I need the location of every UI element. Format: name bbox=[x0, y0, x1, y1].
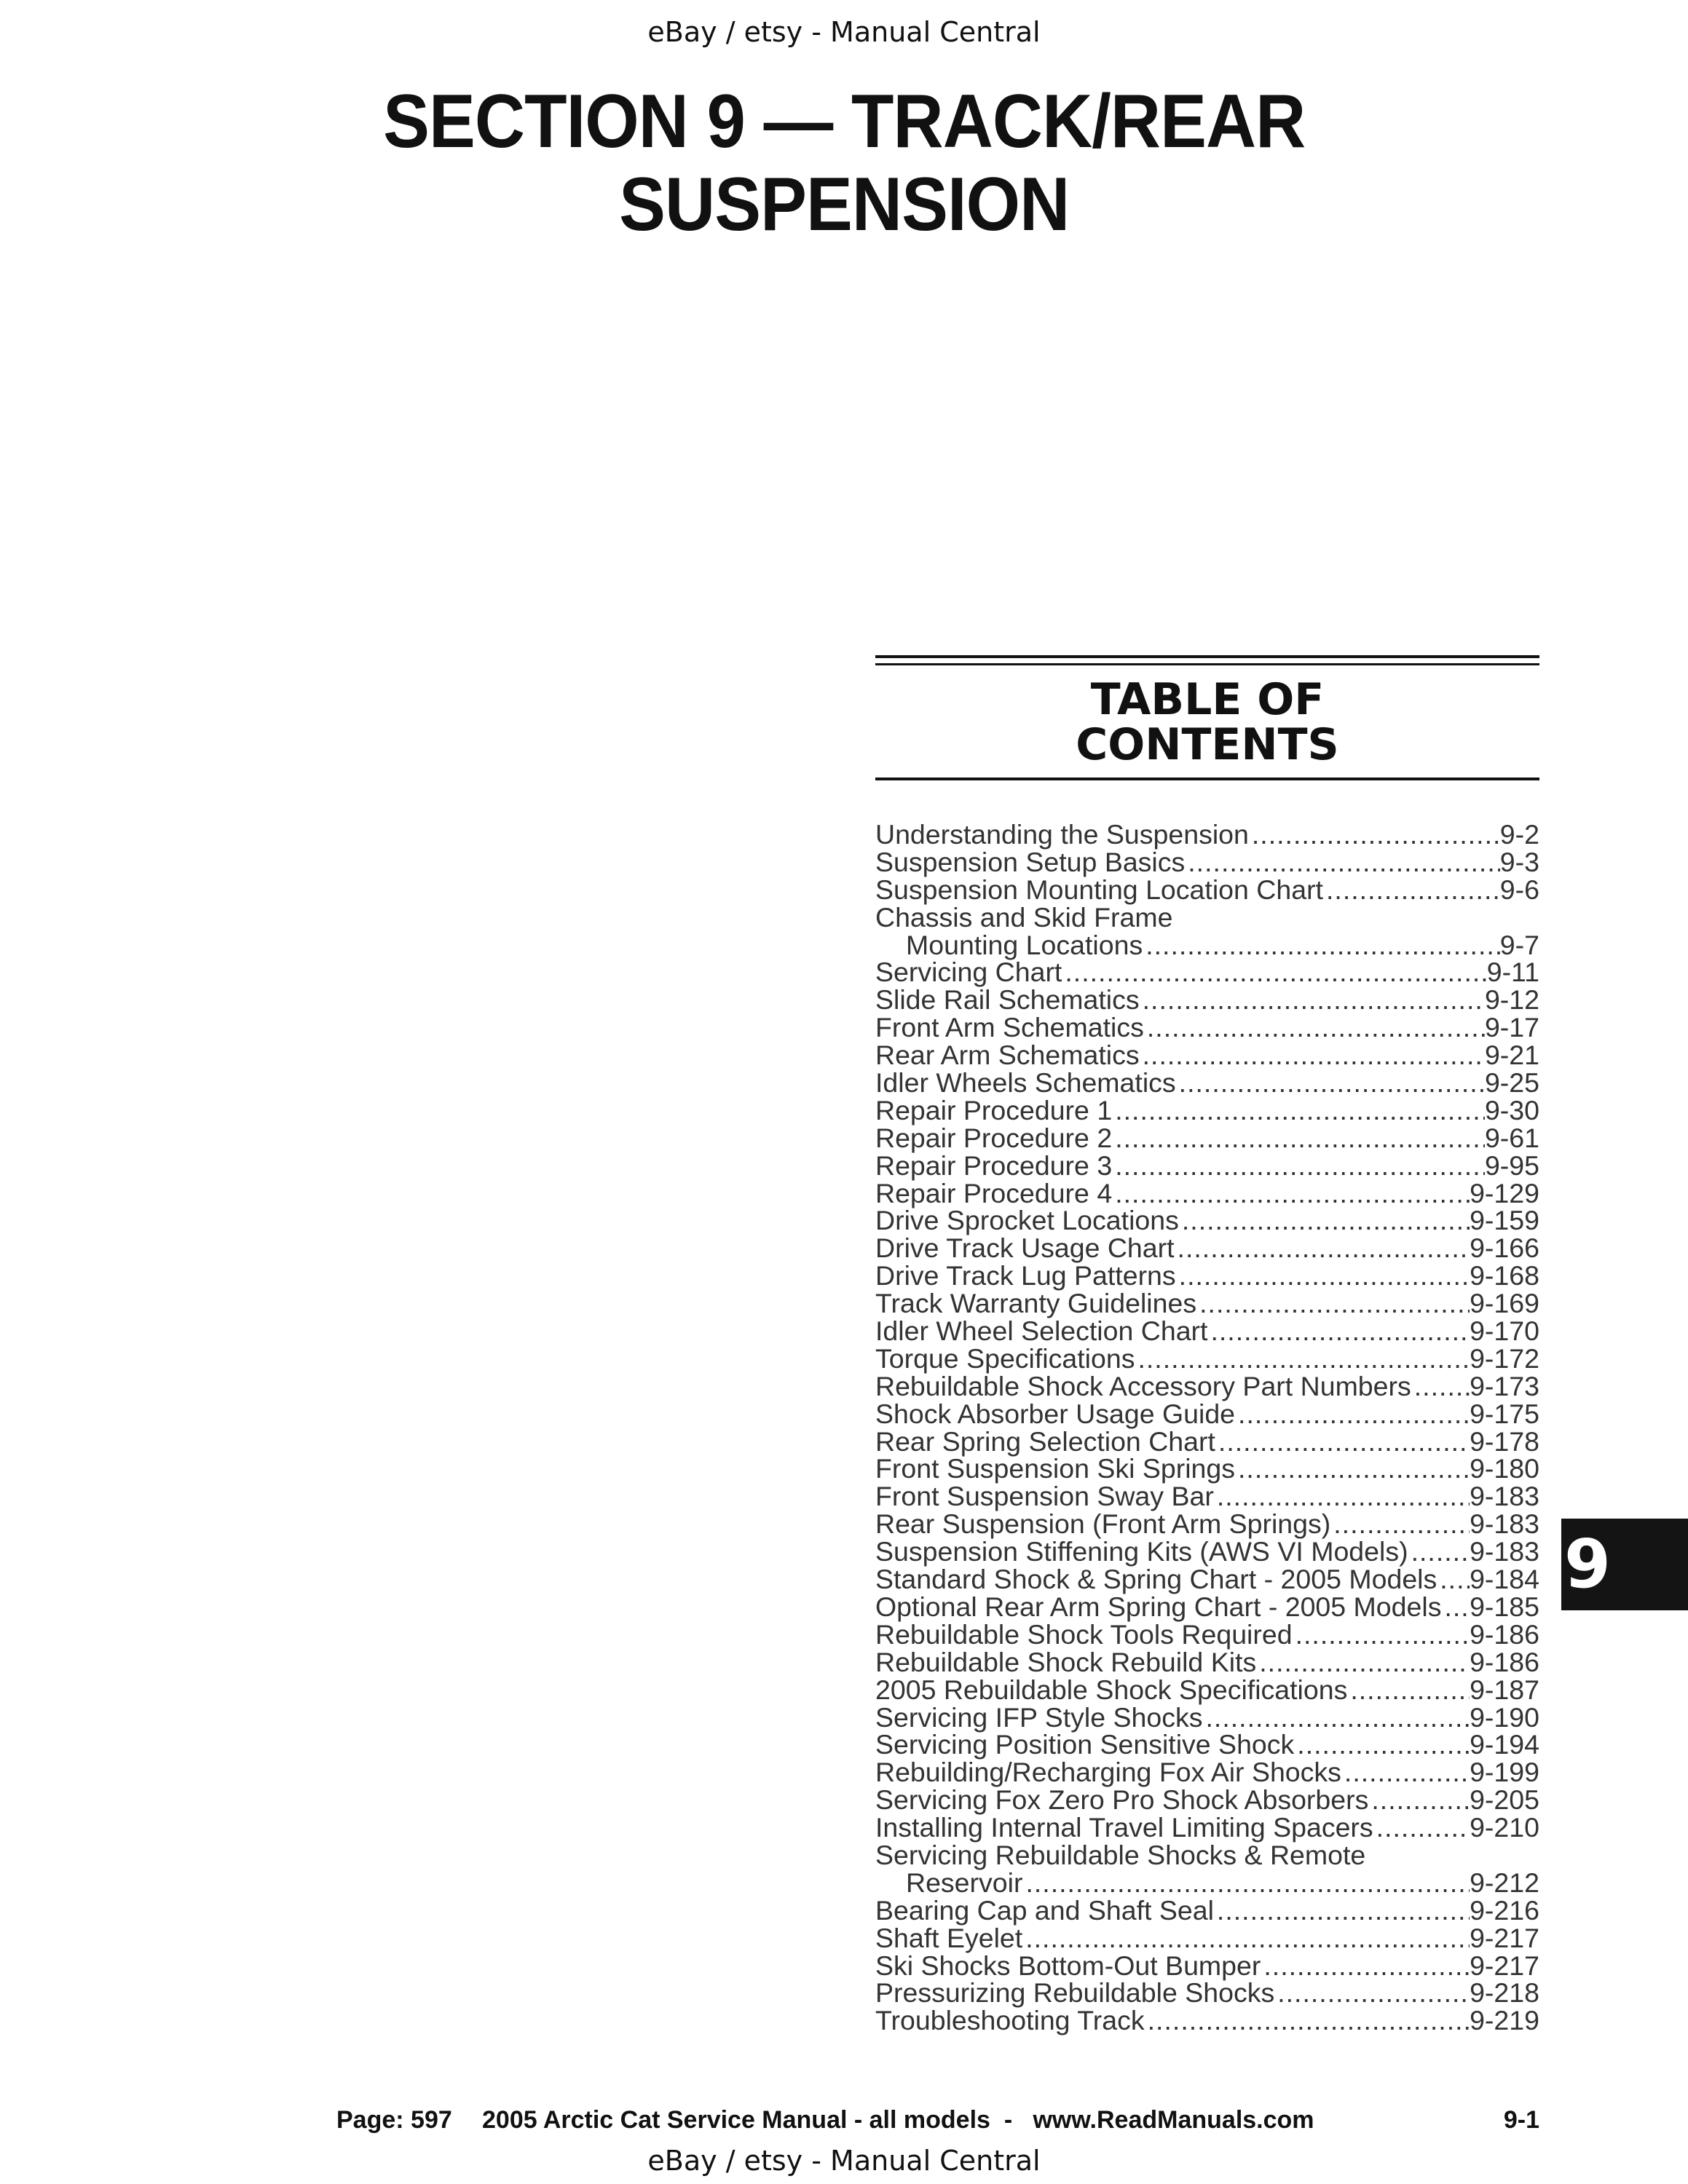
toc-heading-line-2: CONTENTS bbox=[1076, 719, 1339, 770]
toc-entry[interactable] bbox=[875, 1455, 1539, 1483]
toc-entry-page: 9-183 bbox=[1470, 1536, 1539, 1567]
toc-entry-page: 9-7 bbox=[1499, 929, 1539, 960]
toc-entry[interactable] bbox=[875, 1398, 1539, 1429]
toc-entry-title: Front Suspension Sway Bar bbox=[875, 1481, 1214, 1512]
toc-entry-title: Idler Wheel Selection Chart bbox=[875, 1315, 1208, 1347]
toc-entry-page: 9-210 bbox=[1470, 1812, 1539, 1843]
toc-entry[interactable] bbox=[875, 929, 1539, 960]
toc-entry-title: Suspension Stiffening Kits (AWS VI Models) bbox=[875, 1536, 1408, 1567]
toc-entry-title: 2005 Rebuildable Shock Specifications bbox=[875, 1674, 1348, 1705]
toc-dot-leader bbox=[1214, 1897, 1470, 1925]
toc-dot-leader bbox=[1185, 849, 1500, 877]
toc-entry-title: Mounting Locations bbox=[906, 929, 1143, 960]
toc-entry[interactable] bbox=[875, 1069, 1539, 1097]
toc-entry[interactable] bbox=[875, 1922, 1539, 1953]
toc-entry-page: 9-217 bbox=[1470, 1950, 1539, 1981]
toc-entry-page: 9-6 bbox=[1499, 874, 1539, 905]
toc-entry-title: Chassis and Skid Frame bbox=[875, 901, 1173, 933]
toc-entry-page: 9-194 bbox=[1470, 1729, 1539, 1760]
toc-dot-leader bbox=[1235, 1401, 1470, 1428]
toc-entry-page: 9-199 bbox=[1470, 1757, 1539, 1788]
toc-dot-leader bbox=[1140, 986, 1485, 1014]
toc-entry-page: 9-183 bbox=[1470, 1481, 1539, 1512]
toc-entry[interactable] bbox=[875, 1094, 1539, 1125]
toc-dot-leader bbox=[1347, 1677, 1470, 1704]
toc-entry-page: 9-218 bbox=[1470, 1977, 1539, 2009]
toc-entry-title: Suspension Mounting Location Chart bbox=[875, 874, 1323, 905]
toc-entry-page: 9-30 bbox=[1484, 1094, 1539, 1125]
toc-dot-leader bbox=[1179, 1207, 1470, 1235]
toc-entry-page: 9-169 bbox=[1470, 1288, 1539, 1319]
toc-dot-leader bbox=[1176, 1069, 1485, 1097]
toc-dot-leader bbox=[1256, 1649, 1470, 1677]
toc-entry-page: 9-159 bbox=[1470, 1205, 1539, 1236]
toc-heading bbox=[875, 674, 1539, 770]
toc-entry-page: 9-216 bbox=[1470, 1894, 1539, 1926]
toc-dot-leader bbox=[1294, 1731, 1470, 1759]
toc-entry-title: Troubleshooting Track bbox=[875, 2005, 1145, 2036]
toc-entry-title: Repair Procedure 2 bbox=[875, 1122, 1113, 1153]
toc-dot-leader bbox=[1203, 1704, 1470, 1732]
toc-dot-leader bbox=[1022, 1870, 1470, 1897]
toc-entry-page: 9-3 bbox=[1499, 846, 1539, 877]
toc-dot-leader bbox=[1112, 1180, 1470, 1208]
toc-entry[interactable] bbox=[875, 821, 1539, 849]
toc-entry-page: 9-95 bbox=[1484, 1150, 1539, 1181]
toc-dot-leader bbox=[1368, 1787, 1470, 1814]
toc-entry[interactable] bbox=[875, 1646, 1539, 1677]
toc-entry-title: Front Suspension Ski Springs bbox=[875, 1453, 1236, 1484]
toc-entry-heading bbox=[875, 901, 1539, 933]
toc-dot-leader bbox=[1112, 1125, 1485, 1152]
toc-entry-title: Reservoir bbox=[906, 1867, 1023, 1898]
toc-entry[interactable] bbox=[875, 1014, 1539, 1042]
watermark-top: eBay / etsy - Manual Central bbox=[647, 16, 1041, 48]
toc-entry-page: 9-190 bbox=[1470, 1701, 1539, 1733]
toc-dot-leader bbox=[1411, 1373, 1470, 1401]
toc-entry-title: Front Arm Schematics bbox=[875, 1012, 1144, 1043]
toc-entry-page: 9-12 bbox=[1484, 984, 1539, 1016]
toc-entry-title: Understanding the Suspension bbox=[875, 819, 1249, 850]
toc-entry-heading bbox=[875, 1839, 1539, 1870]
toc-entry-title: Rear Arm Schematics bbox=[875, 1040, 1140, 1071]
toc-entry[interactable] bbox=[875, 846, 1539, 877]
toc-dot-leader bbox=[1441, 1594, 1470, 1621]
toc-entry-page: 9-173 bbox=[1470, 1370, 1539, 1401]
toc-entry[interactable] bbox=[875, 1122, 1539, 1153]
toc-dot-leader bbox=[1408, 1538, 1470, 1566]
toc-entry-page: 9-180 bbox=[1470, 1453, 1539, 1484]
toc-entry-title: Servicing Position Sensitive Shock bbox=[875, 1729, 1295, 1760]
toc-entry-title: Servicing Fox Zero Pro Shock Absorbers bbox=[875, 1784, 1369, 1816]
toc-entry[interactable] bbox=[875, 1814, 1539, 1842]
toc-dot-leader bbox=[1373, 1814, 1470, 1842]
toc-entry[interactable] bbox=[875, 1674, 1539, 1705]
toc-entry-title: Bearing Cap and Shaft Seal bbox=[875, 1894, 1214, 1926]
toc-entry-title: Drive Sprocket Locations bbox=[875, 1205, 1179, 1236]
toc-entry-title: Rebuildable Shock Accessory Part Numbers bbox=[875, 1370, 1411, 1401]
toc-dot-leader bbox=[1176, 1262, 1470, 1290]
toc-top-double-rule bbox=[875, 655, 1539, 665]
toc-entry[interactable] bbox=[875, 1867, 1539, 1898]
footer-page-number: 9-1 bbox=[1503, 2106, 1539, 2134]
toc-dot-leader bbox=[1274, 1979, 1470, 2007]
toc-entry-page: 9-205 bbox=[1470, 1784, 1539, 1816]
toc-entry[interactable] bbox=[875, 959, 1539, 986]
toc-entry-title: Optional Rear Arm Spring Chart - 2005 Models bbox=[875, 1591, 1442, 1622]
toc-dot-leader bbox=[1062, 959, 1486, 986]
toc-entry-title: Ski Shocks Bottom-Out Bumper bbox=[875, 1950, 1261, 1981]
toc-heading-line-1: TABLE OF bbox=[1090, 674, 1325, 725]
toc-entry-title: Slide Rail Schematics bbox=[875, 984, 1140, 1016]
toc-entry-page: 9-61 bbox=[1484, 1122, 1539, 1153]
toc-dot-leader bbox=[1175, 1235, 1470, 1262]
toc-dot-leader bbox=[1323, 877, 1500, 904]
toc-dot-leader bbox=[1341, 1759, 1470, 1787]
toc-entry[interactable] bbox=[875, 1290, 1539, 1318]
toc-entry-page: 9-17 bbox=[1484, 1012, 1539, 1043]
toc-entry[interactable] bbox=[875, 1591, 1539, 1622]
toc-entry-title: Shaft Eyelet bbox=[875, 1922, 1023, 1953]
toc-entry-title: Repair Procedure 1 bbox=[875, 1094, 1113, 1125]
toc-entry[interactable] bbox=[875, 1042, 1539, 1069]
toc-entry[interactable] bbox=[875, 1152, 1539, 1180]
toc-entry-page: 9-212 bbox=[1470, 1867, 1539, 1898]
toc-entry-page: 9-2 bbox=[1499, 819, 1539, 850]
toc-entry[interactable] bbox=[875, 2007, 1539, 2035]
toc-entry[interactable] bbox=[875, 1483, 1539, 1511]
toc-dot-leader bbox=[1215, 1428, 1470, 1456]
toc-entry[interactable] bbox=[875, 986, 1539, 1014]
toc-entry-title: Torque Specifications bbox=[875, 1342, 1135, 1374]
toc-dot-leader bbox=[1330, 1511, 1470, 1538]
toc-dot-leader bbox=[1022, 1925, 1470, 1952]
toc-entry[interactable] bbox=[875, 1701, 1539, 1733]
toc-entry-title: Servicing Rebuildable Shocks & Remote bbox=[875, 1839, 1366, 1870]
toc-entry-page: 9-185 bbox=[1470, 1591, 1539, 1622]
toc-entry[interactable] bbox=[875, 1425, 1539, 1457]
toc-dot-leader bbox=[1214, 1483, 1470, 1511]
footer-page-label: Page: 597 bbox=[336, 2106, 452, 2134]
section-title bbox=[68, 80, 1621, 246]
toc-dot-leader bbox=[1437, 1566, 1470, 1594]
toc-entry[interactable] bbox=[875, 1566, 1539, 1594]
toc-entry-title: Rear Spring Selection Chart bbox=[875, 1425, 1215, 1457]
toc-entry-page: 9-219 bbox=[1470, 2005, 1539, 2036]
toc-dot-leader bbox=[1249, 821, 1500, 849]
toc-bottom-rule bbox=[875, 778, 1539, 780]
toc-dot-leader bbox=[1112, 1152, 1485, 1180]
toc-entry-title: Rebuildable Shock Rebuild Kits bbox=[875, 1646, 1257, 1677]
toc-entry-page: 9-178 bbox=[1470, 1425, 1539, 1457]
toc-entry[interactable] bbox=[875, 1759, 1539, 1787]
toc-entry-title: Rear Suspension (Front Arm Springs) bbox=[875, 1508, 1331, 1540]
toc-entry-title: Drive Track Lug Patterns bbox=[875, 1260, 1176, 1291]
toc-entry-page: 9-21 bbox=[1484, 1040, 1539, 1071]
toc-entry-title: Servicing Chart bbox=[875, 957, 1062, 988]
toc-entry-page: 9-184 bbox=[1470, 1564, 1539, 1595]
toc-entry-page: 9-187 bbox=[1470, 1674, 1539, 1705]
section-title-line-1: SECTION 9 — TRACK/REAR bbox=[383, 79, 1306, 164]
toc-entry[interactable] bbox=[875, 1784, 1539, 1816]
toc-entry-title: Track Warranty Guidelines bbox=[875, 1288, 1197, 1319]
chapter-tab: 9 bbox=[1561, 1519, 1688, 1610]
toc-dot-leader bbox=[1261, 1952, 1470, 1980]
toc-entry-page: 9-170 bbox=[1470, 1315, 1539, 1347]
toc-dot-leader bbox=[1140, 1042, 1485, 1069]
toc-entry-title: Servicing IFP Style Shocks bbox=[875, 1701, 1203, 1733]
toc-entry-title: Repair Procedure 3 bbox=[875, 1150, 1113, 1181]
toc-entry-page: 9-166 bbox=[1470, 1233, 1539, 1264]
toc-entry[interactable] bbox=[875, 1370, 1539, 1401]
toc-entry-page: 9-168 bbox=[1470, 1260, 1539, 1291]
toc-list bbox=[875, 821, 1539, 2035]
toc-dot-leader bbox=[1145, 2007, 1470, 2035]
toc-entry[interactable] bbox=[875, 1342, 1539, 1374]
toc-entry[interactable] bbox=[875, 1177, 1539, 1208]
toc-entry-page: 9-186 bbox=[1470, 1646, 1539, 1677]
toc-entry-title: Suspension Setup Basics bbox=[875, 846, 1186, 877]
toc-dot-leader bbox=[1135, 1345, 1470, 1373]
toc-entry-page: 9-186 bbox=[1470, 1618, 1539, 1650]
toc-entry-title: Idler Wheels Schematics bbox=[875, 1067, 1176, 1099]
toc-entry-title: Rebuildable Shock Tools Required bbox=[875, 1618, 1293, 1650]
toc-entry[interactable] bbox=[875, 1508, 1539, 1540]
toc-entry-page: 9-172 bbox=[1470, 1342, 1539, 1374]
toc-entry-page: 9-11 bbox=[1486, 957, 1539, 988]
toc-entry-page: 9-175 bbox=[1470, 1398, 1539, 1429]
toc-entry-page: 9-217 bbox=[1470, 1922, 1539, 1953]
toc-dot-leader bbox=[1207, 1318, 1470, 1345]
toc-entry[interactable] bbox=[875, 1952, 1539, 1980]
toc-dot-leader bbox=[1143, 932, 1500, 960]
toc-entry[interactable] bbox=[875, 1538, 1539, 1566]
watermark-bottom: eBay / etsy - Manual Central bbox=[647, 2145, 1041, 2177]
page-footer bbox=[336, 2104, 1539, 2136]
toc-entry-page: 9-183 bbox=[1470, 1508, 1539, 1540]
toc-entry[interactable] bbox=[875, 1979, 1539, 2007]
footer-description: 2005 Arctic Cat Service Manual - all models - www.ReadManuals.com bbox=[482, 2106, 1314, 2134]
toc-entry-title: Shock Absorber Usage Guide bbox=[875, 1398, 1236, 1429]
toc-entry-title: Rebuilding/Recharging Fox Air Shocks bbox=[875, 1757, 1341, 1788]
section-title-line-2: SUSPENSION bbox=[619, 162, 1070, 247]
toc-entry-title: Repair Procedure 4 bbox=[875, 1177, 1113, 1208]
toc-entry-title: Drive Track Usage Chart bbox=[875, 1233, 1175, 1264]
toc-dot-leader bbox=[1196, 1290, 1470, 1318]
toc-entry-page: 9-25 bbox=[1484, 1067, 1539, 1099]
toc-entry[interactable] bbox=[875, 1731, 1539, 1759]
toc-entry-title: Installing Internal Travel Limiting Spacers bbox=[875, 1812, 1373, 1843]
toc-entry[interactable] bbox=[875, 1315, 1539, 1347]
toc-dot-leader bbox=[1144, 1014, 1485, 1042]
toc-entry[interactable] bbox=[875, 1235, 1539, 1262]
toc-entry[interactable] bbox=[875, 874, 1539, 905]
toc-entry-title: Standard Shock & Spring Chart - 2005 Models bbox=[875, 1564, 1437, 1595]
toc-dot-leader bbox=[1235, 1455, 1470, 1483]
toc-dot-leader bbox=[1293, 1621, 1470, 1649]
toc-entry-title: Pressurizing Rebuildable Shocks bbox=[875, 1977, 1275, 2009]
toc-entry[interactable] bbox=[875, 1618, 1539, 1650]
toc-entry[interactable] bbox=[875, 1262, 1539, 1290]
toc-dot-leader bbox=[1112, 1097, 1485, 1125]
toc-entry[interactable] bbox=[875, 1207, 1539, 1235]
toc-entry-page: 9-129 bbox=[1470, 1177, 1539, 1208]
toc-entry[interactable] bbox=[875, 1894, 1539, 1926]
